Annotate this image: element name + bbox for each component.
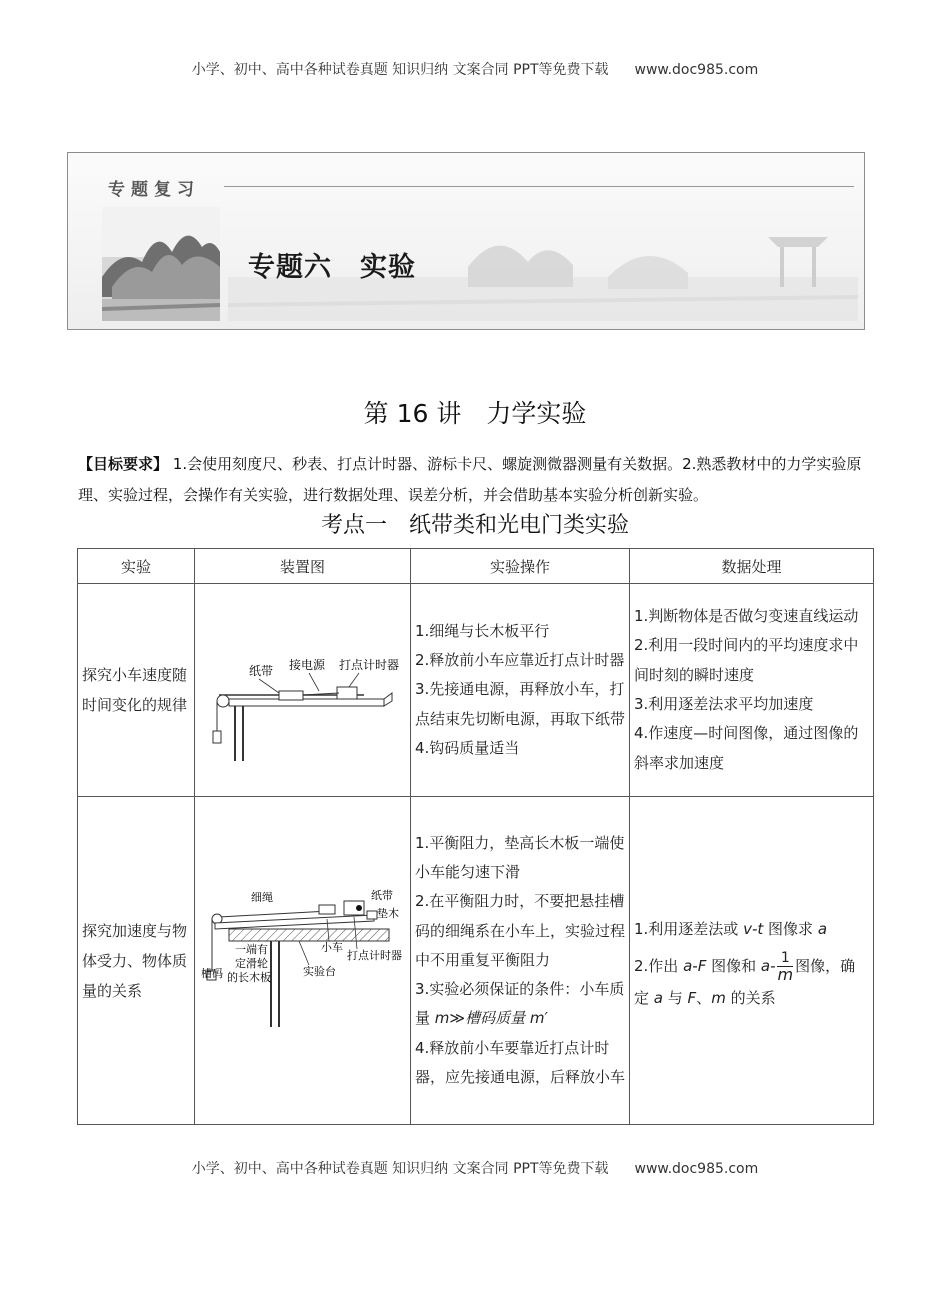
fig-label-power: 接电源 xyxy=(289,658,326,672)
table-header-row xyxy=(78,549,874,584)
fraction-numerator: 1 xyxy=(777,950,793,967)
processing-step: 3.利用逐差法求平均加速度 xyxy=(634,695,814,713)
fig-label-cart: 小车 xyxy=(321,940,343,954)
header-url[interactable]: www.doc985.com xyxy=(634,62,759,78)
col-header-data-processing: 数据处理 xyxy=(630,549,874,584)
site-header xyxy=(0,59,950,79)
experiment-table xyxy=(77,548,874,1125)
processing-variable: a-F xyxy=(683,956,707,975)
apparatus-figure-cell xyxy=(195,797,411,1125)
processing-text: 、 xyxy=(696,988,712,1007)
fig-label-timer: 打点计时器 xyxy=(339,658,400,672)
section-title: 考点一 纸带类和光电门类实验 xyxy=(320,513,629,538)
fig-label-tape: 纸带 xyxy=(249,664,274,678)
fig-label-bench: 实验台 xyxy=(303,964,336,978)
processing-variable: v-t xyxy=(743,919,764,938)
processing-step xyxy=(634,909,869,950)
processing-text: 的关系 xyxy=(725,988,776,1007)
processing-step: 1.判断物体是否做匀变速直线运动 xyxy=(634,607,859,626)
banner-title: 专题六 实验 xyxy=(248,252,416,283)
goal-tag: 【目标要求】 xyxy=(78,455,169,473)
operation-cell xyxy=(411,584,630,797)
fig-label-board-1: 一端有 xyxy=(235,942,268,956)
fraction-denominator: m xyxy=(777,964,794,984)
header-text: 小学、初中、高中各种试卷真题 知识归纳 文案合同 PPT等免费下载 xyxy=(191,62,609,78)
operation-step-condition: m≫槽码质量 m′ xyxy=(434,1009,548,1028)
footer-text: 小学、初中、高中各种试卷真题 知识归纳 文案合同 PPT等免费下载 xyxy=(191,1161,609,1177)
col-header-apparatus: 装置图 xyxy=(195,549,411,584)
site-footer xyxy=(0,1158,950,1178)
lecture-title: 第 16 讲 力学实验 xyxy=(363,399,587,428)
col-header-operation: 实验操作 xyxy=(411,549,630,584)
apparatus-figure-1 xyxy=(199,613,405,763)
data-processing-cell xyxy=(630,797,874,1125)
operation-step xyxy=(415,975,625,1034)
processing-text: 图像和 xyxy=(706,956,761,975)
experiment-name: 探究加速度与物体受力、物体质量的关系 xyxy=(78,797,195,1125)
fig-label-timer: 打点计时器 xyxy=(347,948,402,962)
processing-variable: F xyxy=(687,988,697,1007)
processing-step: 4.作速度—时间图像，通过图像的斜率求加速度 xyxy=(634,724,859,772)
operation-step: 2.在平衡阻力时，不要把悬挂槽码的细绳系在小车上，实验过程中不用重复平衡阻力 xyxy=(415,892,626,969)
processing-text: 与 xyxy=(662,988,688,1007)
banner-divider xyxy=(224,186,854,187)
processing-text: 图像，确定 xyxy=(634,956,856,1007)
learning-goals xyxy=(78,449,878,511)
processing-variable: a xyxy=(817,919,828,938)
operation-step: 1.细绳与长木板平行 xyxy=(415,621,550,640)
fraction-one-over-m xyxy=(777,950,793,983)
fig-label-board-2: 定滑轮 xyxy=(235,956,268,970)
table-row xyxy=(78,584,874,797)
processing-step xyxy=(634,950,869,1013)
fig-label-rope: 细绳 xyxy=(251,890,273,904)
processing-text: 2.作出 xyxy=(634,956,684,975)
fig-label-board-3: 的长木板 xyxy=(227,970,271,984)
operation-step: 1.平衡阻力，垫高长木板一端使小车能匀速下滑 xyxy=(415,833,625,881)
operation-cell xyxy=(411,797,630,1125)
operation-step: 4.钩码质量适当 xyxy=(415,738,520,757)
processing-variable: a xyxy=(653,988,663,1007)
operation-step: 3.先接通电源，再释放小车，打点结束先切断电源，再取下纸带 xyxy=(415,680,626,728)
experiment-name: 探究小车速度随时间变化的规律 xyxy=(78,584,195,797)
snow-tree-photo xyxy=(102,207,220,321)
col-header-experiment: 实验 xyxy=(78,549,195,584)
processing-step: 2.利用一段时间内的平均速度求中间时刻的瞬时速度 xyxy=(634,636,859,684)
fig-label-tape: 纸带 xyxy=(371,888,393,902)
fig-label-weight: 槽码 xyxy=(201,966,223,980)
apparatus-figure-2 xyxy=(199,889,405,1029)
processing-text: 1.利用逐差法或 xyxy=(634,919,744,938)
banner-label: 专题复习 xyxy=(108,180,200,200)
operation-step-text: 3.实验必须保证的条件：小车质量 xyxy=(415,980,625,1028)
operation-step: 4.释放前小车要靠近打点计时器，应先接通电源，后释放小车 xyxy=(415,1038,626,1087)
processing-text: 图像求 xyxy=(763,919,818,938)
processing-variable: m xyxy=(711,988,726,1007)
processing-variable: a- xyxy=(760,956,776,975)
topic-banner xyxy=(67,152,865,330)
apparatus-figure-cell xyxy=(195,584,411,797)
footer-url[interactable]: www.doc985.com xyxy=(634,1161,759,1177)
fig-label-wedge: 垫木 xyxy=(377,906,399,920)
data-processing-cell xyxy=(630,584,874,797)
table-row xyxy=(78,797,874,1125)
goal-text: 1.会使用刻度尺、秒表、打点计时器、游标卡尺、螺旋测微器测量有关数据。2.熟悉教材中的力学实验原理、实验过程，会操作有关实验，进行数据处理、误差分析，并会借助基本实验分析创新实验。 xyxy=(78,455,862,504)
operation-step: 2.释放前小车应靠近打点计时器 xyxy=(415,651,625,670)
